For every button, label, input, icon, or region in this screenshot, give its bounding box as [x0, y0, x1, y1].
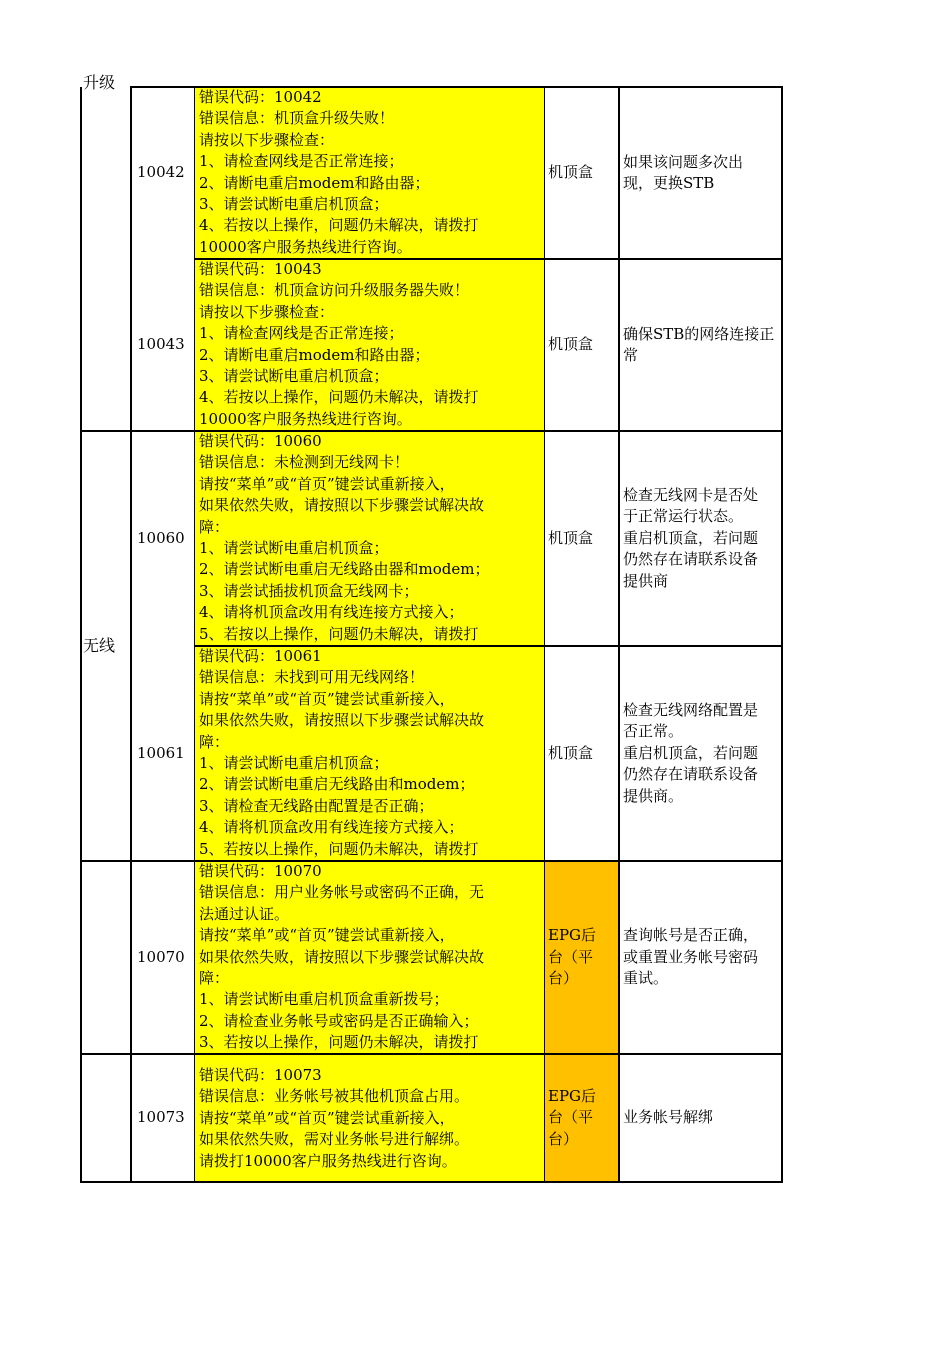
message-line: 请按“菜单”或“首页”键尝试重新接入， — [199, 926, 455, 945]
error-message-cell — [195, 861, 545, 1054]
solution-line: 检查无线网卡是否处于正常运行状态。 — [623, 485, 759, 526]
message-line: 10000客户服务热线进行咨询。 — [199, 237, 412, 256]
message-line: 1、请尝试断电重启机顶盒重新拨号； — [199, 990, 449, 1009]
message-line: 错误代码：10060 — [199, 432, 322, 450]
grid-line — [80, 1053, 783, 1055]
department-cell — [545, 861, 619, 1054]
grid-line — [130, 87, 132, 1183]
message-line: 4、若按以上操作，问题仍未解决，请拨打 — [199, 216, 479, 235]
message-line: 错误代码：10043 — [199, 260, 322, 278]
message-line: 如果依然失败，请按照以下步骤尝试解决故 — [199, 711, 485, 730]
message-line: 请按以下步骤检查： — [199, 302, 335, 321]
message-line: 障： — [199, 517, 230, 536]
error-code-cell: 10043 — [137, 335, 185, 354]
message-line: 4、若按以上操作，问题仍未解决，请拨打 — [199, 388, 479, 407]
error-message-cell — [195, 431, 545, 646]
message-line: 3、若按以上操作，问题仍未解决，请拨打 — [199, 1033, 479, 1052]
message-line: 5、若按以上操作，问题仍未解决，请拨打 — [199, 624, 479, 643]
category-upgrade: 升级 — [83, 73, 116, 92]
department-cell: 机顶盒 — [548, 163, 594, 182]
department-cell: 机顶盒 — [548, 743, 594, 762]
message-line: 障： — [199, 732, 230, 751]
category-wireless: 无线 — [83, 636, 116, 655]
solution-cell — [619, 646, 782, 861]
solution-cell — [619, 431, 782, 646]
error-message-cell — [195, 1054, 545, 1182]
message-line: 错误代码：10073 — [199, 1066, 322, 1084]
solution-line: 重启机顶盒，若问题仍然存在请联系设备提供商 — [623, 528, 759, 590]
department-label: EPG后台（平台） — [548, 926, 597, 988]
error-code-cell: 10042 — [137, 163, 185, 182]
solution-cell — [619, 861, 782, 1054]
message-line: 错误代码：10061 — [199, 647, 322, 665]
department-cell: 机顶盒 — [548, 335, 594, 354]
message-line: 2、请检查业务帐号或密码是否正确输入； — [199, 1011, 479, 1030]
message-line: 错误信息：用户业务帐号或密码不正确，无 — [199, 883, 485, 902]
grid-line — [80, 87, 82, 1183]
solution-line: 重启机顶盒，若问题仍然存在请联系设备提供商。 — [623, 743, 759, 805]
message-line: 2、请断电重启modem和路由器； — [199, 345, 430, 364]
solution-line: 如果该问题多次出现，更换STB — [623, 152, 744, 192]
message-line: 2、请尝试断电重启无线路由器和modem； — [199, 560, 490, 579]
message-line: 1、请检查网线是否正常连接； — [199, 152, 404, 171]
solution-line: 检查无线网络配置是否正常。 — [623, 700, 759, 741]
message-line: 如果依然失败，请按照以下步骤尝试解决故 — [199, 947, 485, 966]
message-line: 法通过认证。 — [199, 904, 290, 923]
error-message-cell — [195, 259, 545, 431]
message-line: 3、请尝试插拔机顶盒无线网卡； — [199, 581, 419, 600]
grid-line — [80, 860, 783, 862]
message-line: 错误信息：机顶盒访问升级服务器失败！ — [199, 281, 470, 300]
message-line: 3、请尝试断电重启机顶盒； — [199, 367, 389, 386]
message-line: 错误信息：业务帐号被其他机顶盒占用。 — [199, 1087, 470, 1106]
grid-line — [80, 430, 783, 432]
message-line: 5、若按以上操作，问题仍未解决，请拨打 — [199, 839, 479, 858]
message-line: 10000客户服务热线进行咨询。 — [199, 409, 412, 428]
message-line: 2、请断电重启modem和路由器； — [199, 173, 430, 192]
message-line: 错误信息：未检测到无线网卡！ — [199, 453, 410, 472]
grid-line — [194, 645, 783, 647]
error-code-cell: 10061 — [137, 743, 185, 762]
grid-line — [194, 258, 783, 260]
message-line: 障： — [199, 969, 230, 988]
department-label: EPG后台（平台） — [548, 1086, 597, 1148]
solution-line: 业务帐号解绑 — [623, 1108, 714, 1127]
message-line: 请按以下步骤检查： — [199, 130, 335, 149]
message-line: 错误信息：未找到可用无线网络！ — [199, 668, 425, 687]
message-line: 1、请检查网线是否正常连接； — [199, 324, 404, 343]
message-line: 请拨打10000客户服务热线进行咨询。 — [199, 1151, 457, 1170]
department-cell — [545, 1054, 619, 1182]
grid-line — [544, 87, 545, 1183]
message-line: 请按“菜单”或“首页”键尝试重新接入， — [199, 474, 455, 493]
solution-cell — [619, 259, 782, 431]
error-code-cell: 10060 — [137, 528, 185, 547]
message-line: 如果依然失败，请按照以下步骤尝试解决故 — [199, 496, 485, 515]
grid-line — [80, 1181, 783, 1183]
error-code-cell: 10070 — [137, 947, 185, 966]
solution-line: 查询帐号是否正确，或重置业务帐号密码重试。 — [623, 926, 759, 988]
message-line: 错误代码：10042 — [199, 88, 322, 106]
department-cell: 机顶盒 — [548, 528, 594, 547]
error-message-cell — [195, 646, 545, 861]
solution-line: 确保STB的网络连接正常 — [623, 324, 775, 364]
message-line: 如果依然失败，需对业务帐号进行解绑。 — [199, 1130, 470, 1149]
message-line: 错误信息：机顶盒升级失败！ — [199, 109, 395, 128]
grid-line — [781, 87, 783, 1183]
grid-line — [194, 87, 195, 1183]
message-line: 请按“菜单”或“首页”键尝试重新接入， — [199, 1108, 455, 1127]
message-line: 4、请将机顶盒改用有线连接方式接入； — [199, 818, 464, 837]
message-line: 2、请尝试断电重启无线路由和modem； — [199, 775, 475, 794]
grid-line — [130, 86, 783, 88]
solution-cell — [619, 87, 782, 259]
message-line: 错误代码：10070 — [199, 862, 322, 880]
message-line: 1、请尝试断电重启机顶盒； — [199, 754, 389, 773]
grid-line — [618, 87, 620, 1183]
message-line: 3、请检查无线路由配置是否正确； — [199, 796, 434, 815]
solution-cell — [619, 1054, 782, 1182]
message-line: 请按“菜单”或“首页”键尝试重新接入， — [199, 689, 455, 708]
error-code-cell: 10073 — [137, 1108, 185, 1127]
message-line: 4、请将机顶盒改用有线连接方式接入； — [199, 603, 464, 622]
error-message-cell — [195, 87, 545, 259]
message-line: 1、请尝试断电重启机顶盒； — [199, 539, 389, 558]
message-line: 3、请尝试断电重启机顶盒； — [199, 195, 389, 214]
